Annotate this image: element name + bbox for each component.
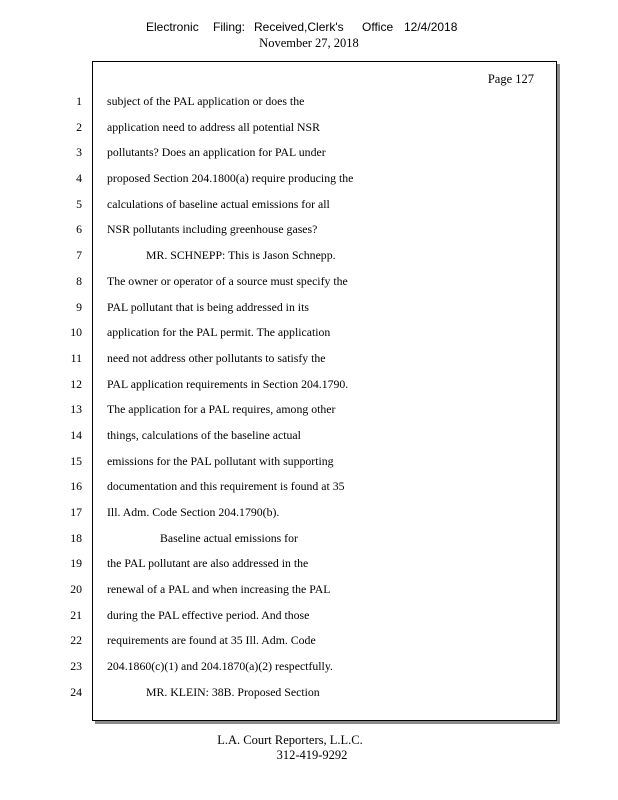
transcript-date: November 27, 2018 (259, 36, 359, 50)
transcript-line (0, 551, 618, 577)
stamp-word-office: Office (362, 20, 394, 34)
transcript-line (0, 603, 618, 629)
line-text: The owner or operator of a source must specify the (107, 273, 348, 288)
line-text: subject of the PAL application or does the (107, 94, 305, 108)
line-text: Baseline actual emissions for (160, 530, 298, 545)
line-number: 10 (70, 325, 82, 340)
line-number: 23 (70, 659, 82, 674)
line-number: 8 (76, 273, 82, 288)
stamp-date: 12/4/2018 (404, 20, 458, 34)
transcript-line (0, 192, 618, 218)
line-text: emissions for the PAL pollutant with supporting (107, 453, 334, 468)
transcript-line (0, 115, 618, 141)
stamp-word-filing: Filing: (213, 20, 246, 34)
line-number: 15 (70, 453, 82, 468)
transcript-line (0, 500, 618, 526)
line-text: PAL application requirements in Section 204.1790. (107, 376, 349, 391)
transcript-line (0, 628, 618, 654)
line-number: 18 (70, 530, 82, 545)
line-number: 7 (76, 248, 82, 263)
line-number: 3 (76, 145, 82, 160)
transcript-line (0, 577, 618, 603)
speaker-line-text: MR. SCHNEPP: This is Jason Schnepp. (146, 248, 336, 263)
line-number: 21 (70, 607, 82, 622)
line-number: 2 (76, 119, 82, 134)
line-number: 5 (76, 196, 82, 211)
line-number: 19 (70, 556, 82, 571)
transcript-line (0, 423, 618, 449)
line-text: renewal of a PAL and when increasing the PAL (107, 582, 331, 597)
line-number: 14 (70, 427, 82, 442)
transcript-lines (0, 89, 618, 706)
line-text: requirements are found at 35 Ill. Adm. Code (107, 633, 316, 648)
line-text: the PAL pollutant are also addressed in the (107, 556, 309, 571)
transcript-line (0, 295, 618, 321)
transcript-line (0, 397, 618, 423)
transcript-line (0, 449, 618, 475)
electronic-filing-stamp (0, 20, 618, 36)
line-number: 11 (70, 350, 82, 365)
transcript-line (0, 166, 618, 192)
transcript-line (0, 372, 618, 398)
transcript-line (0, 320, 618, 346)
line-number: 4 (76, 171, 82, 186)
line-text: documentation and this requirement is found at 35 (107, 479, 345, 494)
line-text: calculations of baseline actual emissions for all (107, 196, 330, 211)
line-text: pollutants? Does an application for PAL under (107, 145, 326, 160)
line-number: 6 (76, 222, 82, 237)
court-reporter-phone: 312-419-9292 (276, 748, 348, 762)
line-text: application need to address all potential NSR (107, 119, 320, 134)
line-text: 204.1860(c)(1) and 204.1870(a)(2) respectfully. (107, 659, 333, 674)
line-text: application for the PAL permit. The application (107, 325, 331, 340)
transcript-line (0, 89, 618, 115)
transcript-line (0, 654, 618, 680)
line-number: 16 (70, 479, 82, 494)
line-text: need not address other pollutants to satisfy the (107, 350, 326, 365)
transcript-line (0, 269, 618, 295)
line-number: 20 (70, 582, 82, 597)
transcript-line (0, 243, 618, 269)
line-number: 12 (70, 376, 82, 391)
court-reporter-name: L.A. Court Reporters, L.L.C. (217, 733, 363, 747)
line-number: 17 (70, 505, 82, 519)
line-text: NSR pollutants including greenhouse gases? (107, 222, 318, 237)
transcript-line (0, 217, 618, 243)
stamp-word-electronic: Electronic (146, 20, 199, 34)
line-text: during the PAL effective period. And those (107, 607, 310, 622)
line-text: The application for a PAL requires, among other (107, 402, 336, 417)
line-number: 22 (70, 633, 82, 648)
transcript-line (0, 346, 618, 372)
speaker-line-text: MR. KLEIN: 38B. Proposed Section (146, 684, 320, 699)
transcript-line (0, 140, 618, 166)
line-text: PAL pollutant that is being addressed in its (107, 299, 309, 314)
line-number: 24 (70, 684, 82, 699)
line-number: 9 (76, 299, 82, 314)
line-number: 1 (76, 94, 82, 108)
line-number: 13 (70, 402, 82, 417)
transcript-line (0, 474, 618, 500)
page-number: Page 127 (487, 72, 534, 86)
line-text: Ill. Adm. Code Section 204.1790(b). (107, 505, 280, 519)
line-text: things, calculations of the baseline actual (107, 427, 301, 442)
line-text: proposed Section 204.1800(a) require producing the (107, 171, 354, 186)
transcript-line (0, 680, 618, 706)
transcript-line (0, 526, 618, 552)
stamp-word-received-clerks: Received,Clerk's (254, 20, 344, 34)
